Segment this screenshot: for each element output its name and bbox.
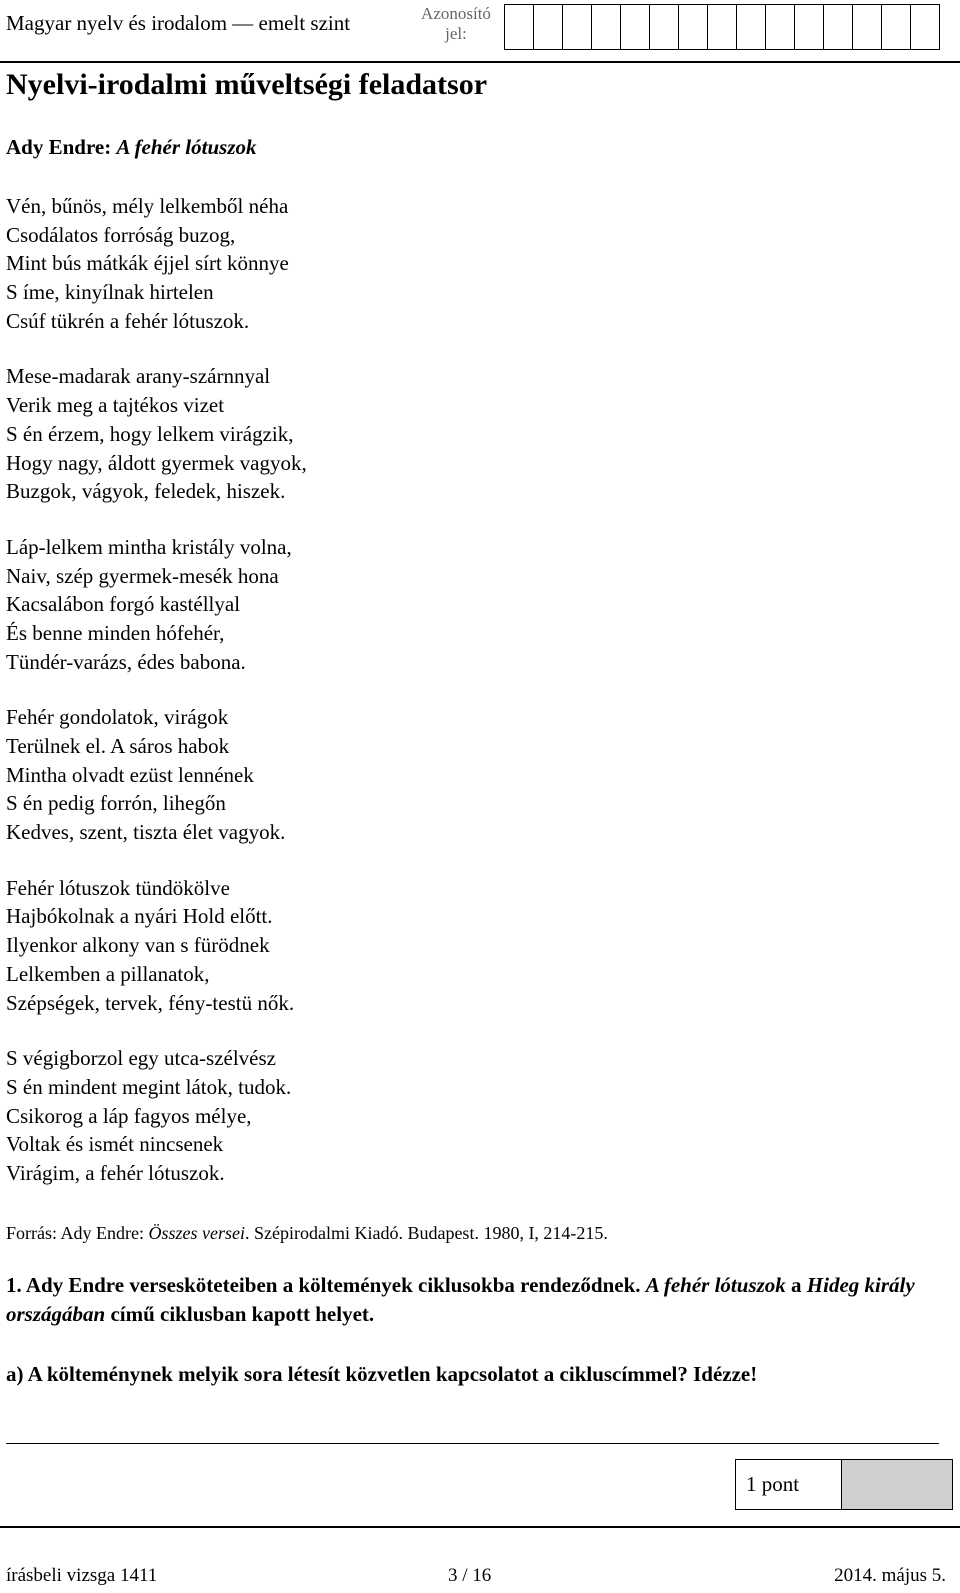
- question-1-connector: a: [785, 1273, 807, 1297]
- poem-line: S végigborzol egy utca-szélvész: [6, 1046, 276, 1071]
- poem-line: Kedves, szent, tiszta élet vagyok.: [6, 820, 286, 845]
- footer-exam-code: írásbeli vizsga 1411: [6, 1565, 158, 1586]
- poem-stanza: [6, 362, 906, 505]
- id-code-box[interactable]: [562, 4, 592, 50]
- poem-line: Csodálatos forróság buzog,: [6, 222, 236, 247]
- id-code-box[interactable]: [881, 4, 911, 50]
- id-code-box[interactable]: [794, 4, 824, 50]
- poem-line: Lelkemben a pillanatok,: [6, 961, 210, 986]
- poem-line: S én mindent megint látok, tudok.: [6, 1074, 292, 1099]
- footer-page-number: 3 / 16: [448, 1565, 492, 1586]
- header-divider: [0, 61, 960, 63]
- poem-line: Verik meg a tajtékos vizet: [6, 393, 225, 418]
- id-label-line1: Azonosító: [421, 4, 491, 23]
- id-code-box[interactable]: [620, 4, 650, 50]
- source-book: Összes versei: [148, 1223, 245, 1243]
- poem-line: S íme, kinyílnak hirtelen: [6, 280, 214, 305]
- poem-line: Fehér lótuszok tündökölve: [6, 875, 230, 900]
- id-code-box[interactable]: [533, 4, 563, 50]
- poem-line: Virágim, a fehér lótuszok.: [6, 1160, 225, 1185]
- page-header: [0, 0, 960, 60]
- source-suffix: . Szépirodalmi Kiadó. Budapest. 1980, I, 214-215.: [244, 1223, 608, 1243]
- poem-title: [6, 135, 257, 160]
- poem-line: Csúf tükrén a fehér lótuszok.: [6, 308, 250, 333]
- poem-line: Mese-madarak arany-szárnnyal: [6, 364, 271, 389]
- poem-line: Buzgok, vágyok, feledek, hiszek.: [6, 479, 286, 504]
- poem-line: Tündér-varázs, édes babona.: [6, 649, 246, 674]
- poem-line: Vén, bűnös, mély lelkemből néha: [6, 194, 289, 218]
- poem-title-text: A fehér lótuszok: [116, 135, 257, 159]
- question-1-poem-title: A fehér lótuszok: [645, 1273, 786, 1297]
- id-code-box[interactable]: [649, 4, 679, 50]
- poem-line: Terülnek el. A sáros habok: [6, 734, 230, 758]
- id-code-box[interactable]: [591, 4, 621, 50]
- id-code-box[interactable]: [910, 4, 940, 50]
- poem-author: Ady Endre:: [6, 135, 117, 159]
- score-input-cell[interactable]: [842, 1460, 952, 1509]
- id-code-box[interactable]: [852, 4, 882, 50]
- score-box: [735, 1459, 953, 1510]
- poem-line: Ilyenkor alkony van s fürödnek: [6, 933, 270, 958]
- id-code-box[interactable]: [707, 4, 737, 50]
- id-code-box[interactable]: [736, 4, 766, 50]
- id-code-box[interactable]: [765, 4, 795, 50]
- question-1-ending: című ciklusban kapott helyet.: [105, 1302, 375, 1326]
- answer-line[interactable]: [6, 1443, 939, 1444]
- page-title: Nyelvi-irodalmi műveltségi feladatsor: [6, 68, 488, 101]
- poem-line: S én pedig forrón, lihegőn: [6, 791, 226, 816]
- source-prefix: Forrás: Ady Endre:: [6, 1223, 149, 1243]
- score-label: 1 pont: [736, 1460, 842, 1509]
- id-code-boxes[interactable]: [505, 4, 940, 50]
- poem-line: Voltak és ismét nincsenek: [6, 1132, 224, 1157]
- id-code-box[interactable]: [678, 4, 708, 50]
- poem-line: Fehér gondolatok, virágok: [6, 705, 229, 730]
- poem-line: Csikorog a láp fagyos mélye,: [6, 1103, 252, 1128]
- poem-stanza: [6, 192, 906, 335]
- poem-stanza: [6, 1044, 906, 1187]
- poem-stanza: [6, 703, 906, 846]
- question-1-cycle-title: Hideg király országában: [6, 1273, 915, 1326]
- id-code-box[interactable]: [504, 4, 534, 50]
- poem-line: Naiv, szép gyermek-mesék hona: [6, 563, 279, 588]
- id-label-line2: jel:: [445, 24, 467, 43]
- source-citation: [6, 1223, 608, 1244]
- exam-subject: Magyar nyelv és irodalom — emelt szint: [6, 11, 351, 35]
- poem-line: És benne minden hófehér,: [6, 620, 225, 645]
- poem-stanza: [6, 533, 906, 676]
- poem-stanza: [6, 874, 906, 1017]
- poem-body: [6, 192, 906, 1215]
- poem-line: Hajbókolnak a nyári Hold előtt.: [6, 904, 273, 929]
- question-1: [6, 1271, 956, 1329]
- id-label: [416, 4, 496, 44]
- question-1a: a) A költeménynek melyik sora létesít közvetlen kapcsolatot a cikluscímmel? Idézze!: [6, 1362, 758, 1386]
- poem-line: Hogy nagy, áldott gyermek vagyok,: [6, 450, 307, 475]
- poem-line: Láp-lelkem mintha kristály volna,: [6, 534, 292, 559]
- poem-line: Mintha olvadt ezüst lennének: [6, 762, 254, 787]
- poem-line: Kacsalábon forgó kastéllyal: [6, 592, 241, 617]
- footer-divider: [0, 1526, 960, 1528]
- footer-date: 2014. május 5.: [834, 1565, 946, 1586]
- poem-line: Szépségek, tervek, fény-testü nők.: [6, 990, 295, 1015]
- poem-line: S én érzem, hogy lelkem virágzik,: [6, 421, 294, 446]
- poem-line: Mint bús mátkák éjjel sírt könnye: [6, 251, 289, 276]
- question-1-text: 1. Ady Endre versesköteteiben a költemények ciklusokba rendeződnek.: [6, 1273, 646, 1297]
- id-code-box[interactable]: [823, 4, 853, 50]
